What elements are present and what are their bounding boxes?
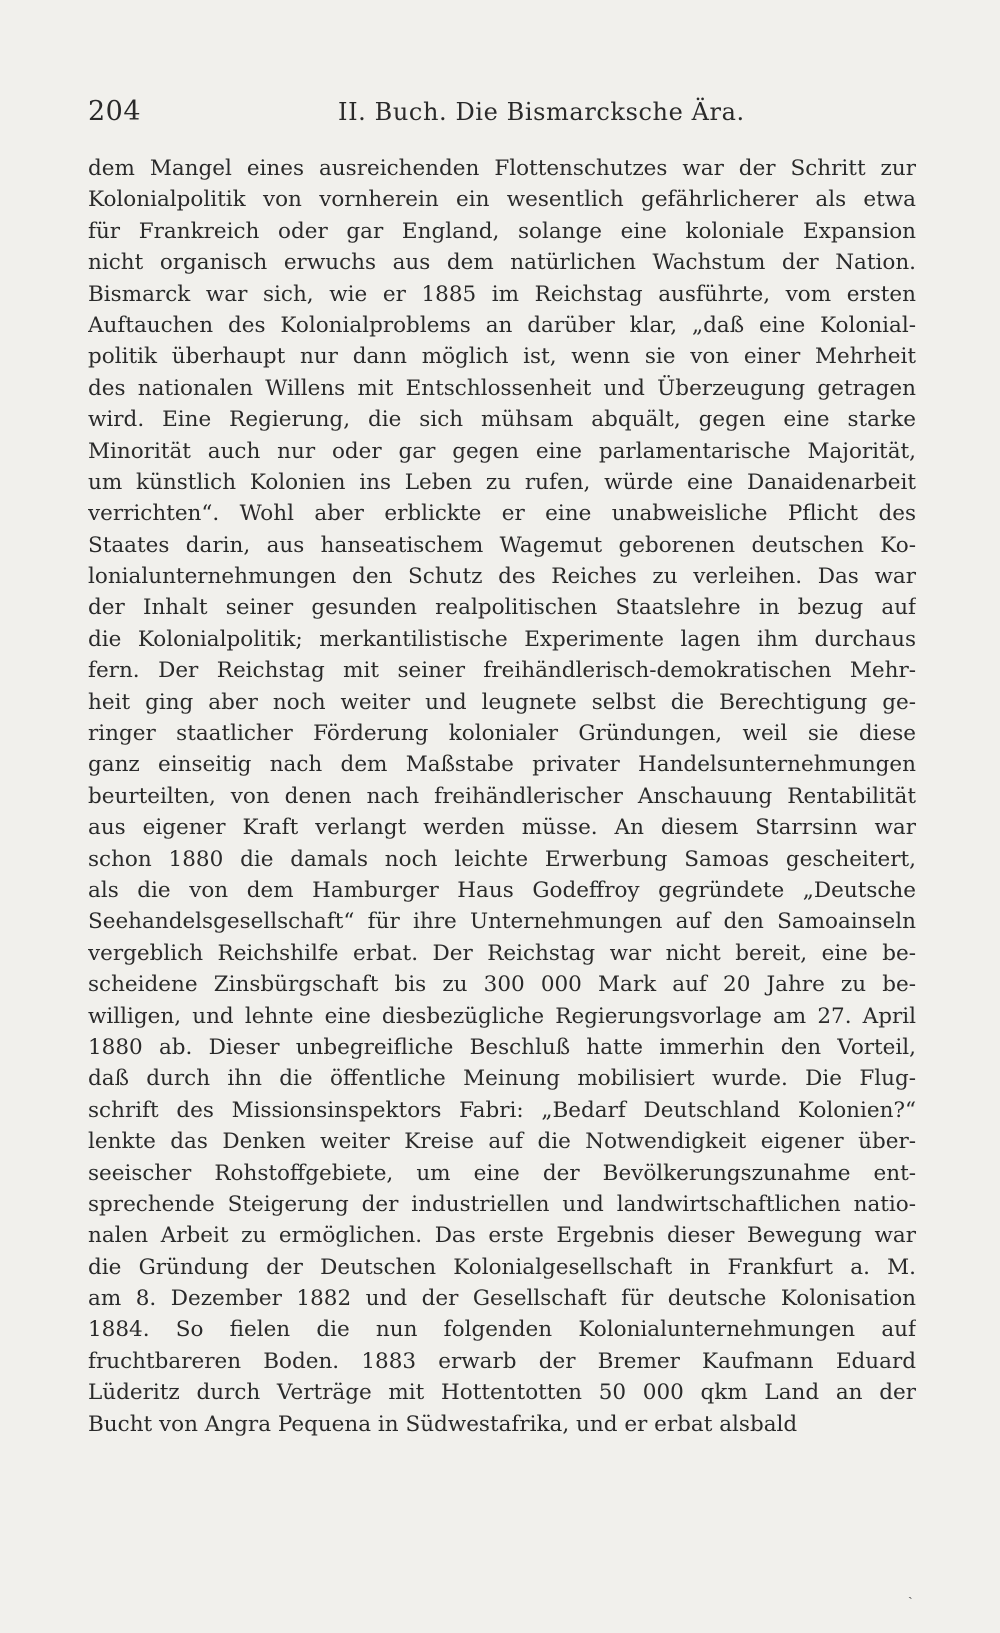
text-line: verrichten“. Wohl aber erblickte er eine unabweisliche Pflicht des [88, 501, 916, 527]
text-line: lenkte das Denken weiter Kreise auf die Notwendigkeit eigener über- [88, 1129, 916, 1155]
text-line: fruchtbareren Boden. 1883 erwarb der Bremer Kaufmann Eduard [88, 1348, 916, 1374]
text-line: Bismarck war sich, wie er 1885 im Reichstag ausführte, vom ersten [88, 281, 916, 307]
text-line: sprechende Steigerung der industriellen und landwirtschaftlichen natio- [88, 1191, 916, 1217]
text-line: Minorität auch nur oder gar gegen eine parlamentarische Majorität, [88, 438, 916, 464]
text-line: 1884. So fielen die nun folgenden Kolonialunternehmungen auf [88, 1317, 916, 1343]
text-line: für Frankreich oder gar England, solange eine koloniale Expansion [88, 218, 916, 244]
text-line: Bucht von Angra Pequena in Südwestafrika, und er erbat alsbald [88, 1411, 798, 1437]
text-line: heit ging aber noch weiter und leugnete selbst die Berechtigung ge- [88, 689, 916, 715]
text-line: Kolonialpolitik von vornherein ein wesentlich gefährlicherer als etwa [88, 187, 916, 213]
text-line: der Inhalt seiner gesunden realpolitischen Staatslehre in bezug auf [88, 595, 916, 621]
text-line: Lüderitz durch Verträge mit Hottentotten 50 000 qkm Land an der [88, 1380, 916, 1406]
text-line: schrift des Missionsinspektors Fabri: „Bedarf Deutschland Kolonien?“ [88, 1097, 916, 1123]
body-text [88, 153, 916, 1440]
text-line: willigen, und lehnte eine diesbezügliche Regierungsvorlage am 27. April [88, 1003, 916, 1029]
running-head [88, 92, 916, 132]
text-line: die Gründung der Deutschen Kolonialgesellschaft in Frankfurt a. M. [88, 1254, 916, 1280]
text-line: nicht organisch erwuchs aus dem natürlichen Wachstum der Nation. [88, 250, 916, 276]
text-line: um künstlich Kolonien ins Leben zu rufen, würde eine Danaidenarbeit [88, 469, 916, 495]
text-line: Auftauchen des Kolonialproblems an darüber klar, „daß eine Kolonial- [88, 312, 916, 338]
text-line: Staates darin, aus hanseatischem Wagemut geborenen deutschen Ko- [88, 532, 916, 558]
text-line: wird. Eine Regierung, die sich mühsam abquält, gegen eine starke [88, 407, 916, 433]
text-line: Seehandelsgesellschaft“ für ihre Unternehmungen auf den Samoainseln [88, 909, 916, 935]
text-line: lonialunternehmungen den Schutz des Reiches zu verleihen. Das war [88, 564, 916, 590]
text-line: aus eigener Kraft verlangt werden müsse. An diesem Starrsinn war [88, 815, 916, 841]
text-line: nalen Arbeit zu ermöglichen. Das erste Ergebnis dieser Bewegung war [88, 1223, 916, 1249]
text-line: politik überhaupt nur dann möglich ist, wenn sie von einer Mehrheit [88, 344, 916, 370]
text-line: beurteilten, von denen nach freihändlerischer Anschauung Rentabilität [88, 783, 916, 809]
text-line: fern. Der Reichstag mit seiner freihändlerisch-demokratischen Mehr- [88, 658, 916, 684]
text-line: daß durch ihn die öffentliche Meinung mobilisiert wurde. Die Flug- [88, 1066, 916, 1092]
text-line: scheidene Zinsbürgschaft bis zu 300 000 Mark auf 20 Jahre zu be- [88, 972, 916, 998]
stray-ink-mark: ˎ [908, 1584, 913, 1600]
text-line: dem Mangel eines ausreichenden Flottenschutzes war der Schritt zur [88, 156, 916, 181]
text-line: ringer staatlicher Förderung kolonialer Gründungen, weil sie diese [88, 721, 916, 747]
text-line: des nationalen Willens mit Entschlossenheit und Überzeugung getragen [88, 375, 916, 401]
text-line: vergeblich Reichshilfe erbat. Der Reichstag war nicht bereit, eine be- [88, 940, 916, 966]
chapter-header: II. Buch. Die Bismarcksche Ära. [338, 98, 745, 126]
text-line: als die von dem Hamburger Haus Godeffroy gegründete „Deutsche [88, 877, 916, 903]
text-line: seeischer Rohstoffgebiete, um eine der Bevölkerungszunahme ent- [88, 1160, 916, 1186]
text-line: schon 1880 die damals noch leichte Erwerbung Samoas gescheitert, [88, 846, 916, 872]
text-line: am 8. Dezember 1882 und der Gesellschaft für deutsche Kolonisation [88, 1286, 916, 1312]
text-line: ganz einseitig nach dem Maßstabe privater Handelsunternehmungen [88, 752, 916, 778]
text-line: 1880 ab. Dieser unbegreifliche Beschluß hatte immerhin den Vorteil, [88, 1034, 916, 1060]
text-line: die Kolonialpolitik; merkantilistische Experimente lagen ihm durchaus [88, 626, 916, 652]
page-number: 204 [88, 96, 142, 127]
